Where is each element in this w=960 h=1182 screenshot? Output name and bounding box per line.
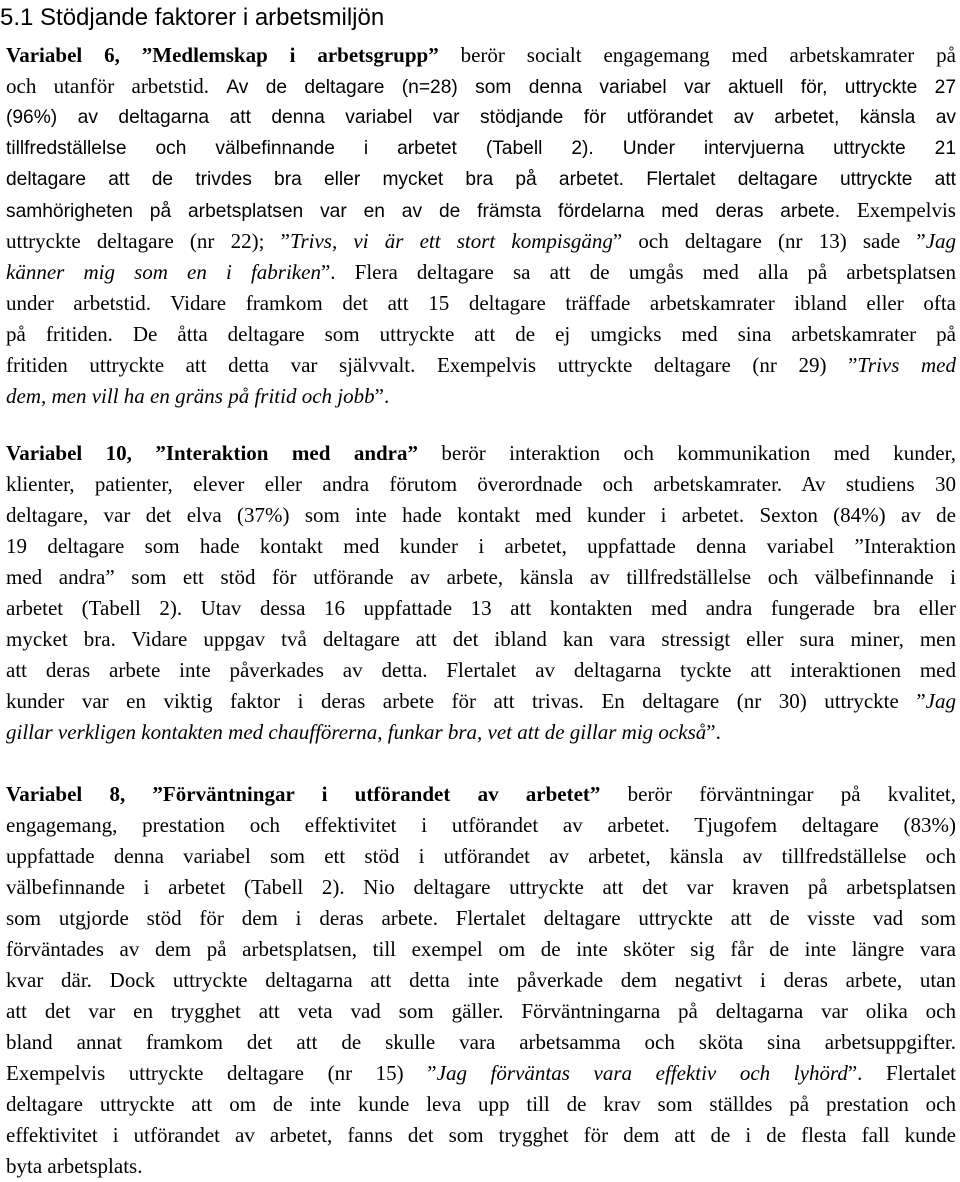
text-line (6, 996, 956, 1027)
text-line (6, 934, 956, 965)
text-run: (96%) av deltagarna att denna variabel var stödjande för utförandet av arbetet, känsla av (6, 107, 956, 128)
text-run: att det var en trygghet att veta vad som gäller. Förväntningarna på deltagarna var olika och (6, 999, 956, 1023)
text-line (6, 1027, 956, 1058)
paragraph-variabel-8 (6, 779, 956, 1182)
quote-text: Trivs, vi är ett stort kompisgäng (289, 229, 613, 253)
quote-text: Jag förväntas vara effektiv och lyhörd (436, 1061, 848, 1085)
text-run: deltagare, var det elva (37%) som inte hade kontakt med kunder i arbetet. Sexton (84%) av de (6, 503, 956, 527)
text-line (6, 1120, 956, 1151)
bold-term: Variabel 8, ”Förväntningar i utförandet av arbetet” (6, 782, 601, 806)
text-run: ”. Flera deltagare sa att de umgås med alla på arbetsplatsen (320, 260, 956, 284)
text-run: ”. (706, 720, 721, 744)
text-line (6, 350, 956, 381)
text-run: Exempelvis (840, 198, 956, 222)
text-run: mycket bra. Vidare uppgav två deltagare att det ibland kan vara stressigt eller sura miner, men (6, 627, 956, 651)
text-run: ”. Flertalet (847, 1061, 957, 1085)
text-run: bland annat framkom det att de skulle vara arbetsamma och sköta sina arbetsuppgifter. (6, 1030, 956, 1054)
text-run: på fritiden. De åtta deltagare som uttryckte att de ej umgicks med sina arbetskamrater på (6, 322, 956, 346)
text-run: berör interaktion och kommunikation med kunder, (418, 441, 956, 465)
text-line (6, 903, 956, 934)
text-line (6, 164, 956, 195)
text-line (6, 381, 956, 412)
text-line (6, 257, 956, 288)
text-run: kvar där. Dock uttryckte deltagarna att detta inte påverkade dem negativt i deras arbete, utan (6, 968, 956, 992)
text-run: ”. (374, 384, 390, 408)
text-line (6, 469, 956, 500)
text-line (6, 1089, 956, 1120)
bold-term: Variabel 10, ”Interaktion med andra” (6, 441, 418, 465)
text-line (6, 562, 956, 593)
text-run: engagemang, prestation och effektivitet i utförandet av arbetet. Tjugofem deltagare (83%) (6, 813, 956, 837)
text-run: som utgjorde stöd för dem i deras arbete. Flertalet deltagare uttryckte att de visste vad som (6, 906, 956, 930)
text-line (6, 133, 956, 164)
text-run: berör socialt engagemang med arbetskamrater på (438, 43, 956, 67)
text-line (6, 288, 956, 319)
text-line (6, 810, 956, 841)
paragraph-variabel-10 (6, 438, 956, 748)
text-run: ” och deltagare (nr 13) sade ” (612, 229, 926, 253)
quote-text: Jag (925, 689, 956, 713)
text-line (6, 624, 956, 655)
text-line (6, 1058, 956, 1089)
paragraph-variabel-6 (6, 40, 956, 412)
text-line (6, 965, 956, 996)
text-line (6, 872, 956, 903)
text-run: effektivitet i utförandet av arbetet, fanns det som trygghet för dem att de i de flesta fall kunde (6, 1123, 956, 1147)
text-run: berör förväntningar på kvalitet, (600, 782, 956, 806)
text-run: deltagare att de trivdes bra eller mycket bra på arbetet. Flertalet deltagare uttryckte att (6, 169, 956, 190)
bold-term: Variabel 6, ”Medlemskap i arbetsgrupp” (6, 43, 439, 67)
text-line (6, 717, 956, 748)
text-line (6, 226, 956, 257)
text-run: tillfredställelse och välbefinnande i arbetet (Tabell 2). Under intervjuerna uttryckte 21 (6, 138, 956, 159)
text-run: under arbetstid. Vidare framkom det att 15 deltagare träffade arbetskamrater ibland eller ofta (6, 291, 956, 315)
text-line (6, 438, 956, 469)
quote-text: Jag (925, 229, 957, 253)
text-line (6, 40, 956, 71)
section-heading: 5.1 Stödjande faktorer i arbetsmiljön (0, 4, 385, 31)
text-run: fritiden uttryckte att detta var självvalt. Exempelvis uttryckte deltagare (nr 29) ” (6, 353, 858, 377)
text-line (6, 195, 956, 226)
text-run: uttryckte deltagare (nr 22); ” (6, 229, 290, 253)
text-line (6, 319, 956, 350)
text-line (6, 1151, 956, 1182)
text-run: byta arbetsplats. (6, 1154, 143, 1178)
text-line (6, 779, 956, 810)
text-run: att deras arbete inte påverkades av detta. Flertalet av deltagarna tyckte att interaktionen med (6, 658, 956, 682)
text-run: samhörigheten på arbetsplatsen var en av de främsta fördelarna med deras arbete. (6, 201, 841, 222)
text-line (6, 71, 956, 102)
text-line (6, 531, 956, 562)
text-run: förväntades av dem på arbetsplatsen, till exempel om de inte sköter sig får de inte längre vara (6, 937, 956, 961)
text-line (6, 841, 956, 872)
quote-text: Trivs med (857, 353, 956, 377)
text-line (6, 593, 956, 624)
quote-text: känner mig som en i fabriken (6, 260, 321, 284)
text-run: Av de deltagare (n=28) som denna variabel var aktuell för, uttryckte 27 (226, 77, 956, 98)
text-run: Exempelvis uttryckte deltagare (nr 15) ” (6, 1061, 437, 1085)
quote-text: gillar verkligen kontakten med chaufförerna, funkar bra, vet att de gillar mig också (6, 720, 707, 744)
text-line (6, 686, 956, 717)
text-run: arbetet (Tabell 2). Utav dessa 16 uppfattade 13 att kontakten med andra fungerade bra eller (6, 596, 956, 620)
text-run: och utanför arbetstid. (6, 74, 227, 98)
text-line (6, 500, 956, 531)
text-line (6, 102, 956, 133)
text-run: deltagare uttryckte att om de inte kunde leva upp till de krav som ställdes på prestation och (6, 1092, 956, 1116)
text-run: kunder var en viktig faktor i deras arbete för att trivas. En deltagare (nr 30) uttryckte ” (6, 689, 926, 713)
text-line (6, 655, 956, 686)
text-run: välbefinnande i arbetet (Tabell 2). Nio deltagare uttryckte att det var kraven på arbetsplatsen (6, 875, 956, 899)
text-run: 19 deltagare som hade kontakt med kunder i arbetet, uppfattade denna variabel ”Interaktion (6, 534, 956, 558)
text-run: med andra” som ett stöd för utförande av arbete, känsla av tillfredställelse och välbefinnande i (6, 565, 956, 589)
text-run: uppfattade denna variabel som ett stöd i utförandet av arbetet, känsla av tillfredställelse och (6, 844, 956, 868)
quote-text: dem, men vill ha en gräns på fritid och jobb (6, 384, 375, 408)
text-run: klienter, patienter, elever eller andra förutom överordnade och arbetskamrater. Av studiens 30 (6, 472, 956, 496)
